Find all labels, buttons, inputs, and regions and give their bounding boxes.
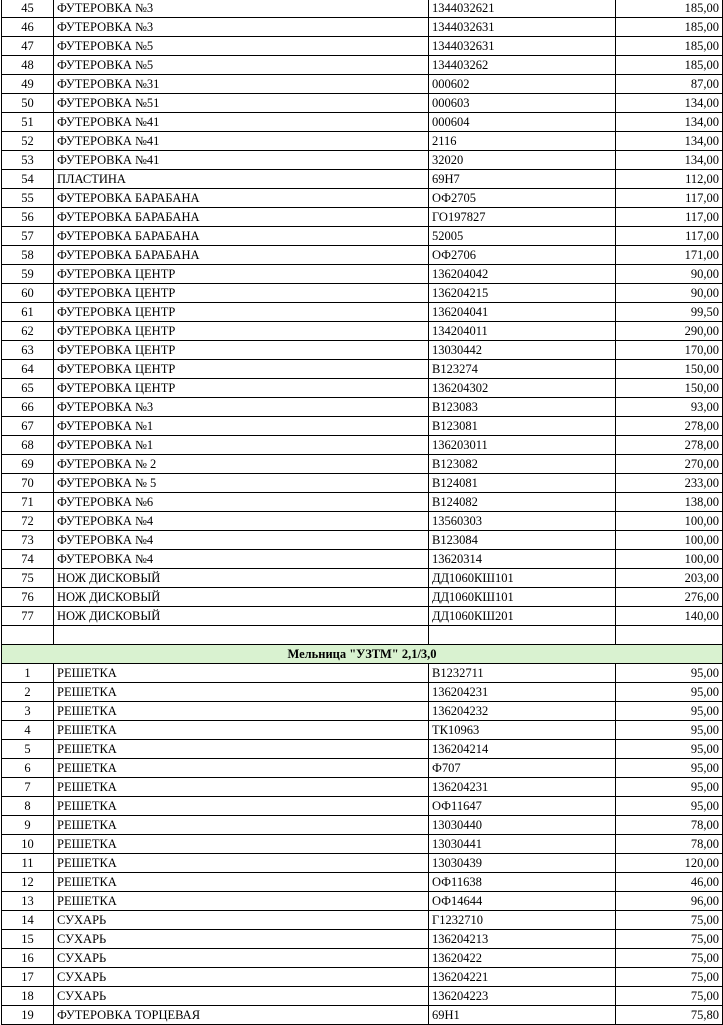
item-name: ФУТЕРОВКА №1 [54, 417, 429, 436]
item-price: 78,00 [616, 816, 723, 835]
item-code: ОФ2706 [429, 246, 616, 265]
item-name: РЕШЕТКА [54, 797, 429, 816]
item-price: 90,00 [616, 265, 723, 284]
item-code: 136204213 [429, 930, 616, 949]
item-price: 95,00 [616, 759, 723, 778]
item-price: 95,00 [616, 721, 723, 740]
item-name: РЕШЕТКА [54, 740, 429, 759]
item-code: В123082 [429, 455, 616, 474]
item-price: 75,80 [616, 1006, 723, 1025]
item-price: 95,00 [616, 664, 723, 683]
row-number: 61 [2, 303, 54, 322]
section-header-row [2, 645, 723, 664]
item-name: СУХАРЬ [54, 911, 429, 930]
item-price: 134,00 [616, 132, 723, 151]
item-price: 270,00 [616, 455, 723, 474]
item-code: ОФ14644 [429, 892, 616, 911]
section-title: Мельница "УЗТМ" 2,1/3,0 [2, 645, 723, 664]
item-price: 138,00 [616, 493, 723, 512]
item-code: ОФ11638 [429, 873, 616, 892]
item-name: ФУТЕРОВКА №5 [54, 37, 429, 56]
item-code: 136204223 [429, 987, 616, 1006]
table-body-upper [2, 0, 723, 645]
item-price: 95,00 [616, 778, 723, 797]
item-name: ФУТЕРОВКА БАРАБАНА [54, 208, 429, 227]
item-name: ФУТЕРОВКА ЦЕНТР [54, 265, 429, 284]
item-price [616, 626, 723, 645]
item-price: 117,00 [616, 208, 723, 227]
row-number: 14 [2, 911, 54, 930]
table-row [2, 683, 723, 702]
item-price: 90,00 [616, 284, 723, 303]
row-number: 48 [2, 56, 54, 75]
item-code: 1344032621 [429, 0, 616, 18]
table-row [2, 132, 723, 151]
item-name: РЕШЕТКА [54, 892, 429, 911]
table-row [2, 18, 723, 37]
item-code: 2116 [429, 132, 616, 151]
item-price: 171,00 [616, 246, 723, 265]
item-name: РЕШЕТКА [54, 873, 429, 892]
table-row [2, 835, 723, 854]
item-name: ФУТЕРОВКА ЦЕНТР [54, 284, 429, 303]
table-row [2, 702, 723, 721]
table-row [2, 227, 723, 246]
table-row [2, 664, 723, 683]
table-row [2, 284, 723, 303]
item-price: 276,00 [616, 588, 723, 607]
item-code: 136203011 [429, 436, 616, 455]
item-name: ФУТЕРОВКА №51 [54, 94, 429, 113]
item-name: ФУТЕРОВКА №6 [54, 493, 429, 512]
row-number: 2 [2, 683, 54, 702]
item-code: В123081 [429, 417, 616, 436]
row-number: 60 [2, 284, 54, 303]
row-number: 46 [2, 18, 54, 37]
row-number: 55 [2, 189, 54, 208]
item-name: ФУТЕРОВКА №4 [54, 512, 429, 531]
item-price: 96,00 [616, 892, 723, 911]
table-row [2, 550, 723, 569]
item-price: 278,00 [616, 436, 723, 455]
item-code: В124081 [429, 474, 616, 493]
item-name: РЕШЕТКА [54, 835, 429, 854]
item-name: РЕШЕТКА [54, 683, 429, 702]
row-number: 8 [2, 797, 54, 816]
row-number: 11 [2, 854, 54, 873]
table-row [2, 455, 723, 474]
row-number: 56 [2, 208, 54, 227]
item-name: ФУТЕРОВКА ТОРЦЕВАЯ [54, 1006, 429, 1025]
item-code: 000602 [429, 75, 616, 94]
item-code: 136204042 [429, 265, 616, 284]
item-name: РЕШЕТКА [54, 721, 429, 740]
row-number: 63 [2, 341, 54, 360]
row-number: 17 [2, 968, 54, 987]
row-number: 53 [2, 151, 54, 170]
table-row [2, 797, 723, 816]
table-row [2, 265, 723, 284]
row-number: 73 [2, 531, 54, 550]
item-name: ФУТЕРОВКА ЦЕНТР [54, 322, 429, 341]
item-price: 100,00 [616, 550, 723, 569]
table-row [2, 379, 723, 398]
row-number: 67 [2, 417, 54, 436]
row-number: 18 [2, 987, 54, 1006]
item-name: ФУТЕРОВКА № 5 [54, 474, 429, 493]
item-code: 134204011 [429, 322, 616, 341]
item-price: 75,00 [616, 911, 723, 930]
table-row [2, 911, 723, 930]
item-code: 136204302 [429, 379, 616, 398]
table-row [2, 208, 723, 227]
item-code: ДД1060КШ201 [429, 607, 616, 626]
item-code: В123274 [429, 360, 616, 379]
item-code: 69Н7 [429, 170, 616, 189]
item-name: НОЖ ДИСКОВЫЙ [54, 569, 429, 588]
table-row [2, 759, 723, 778]
item-name: РЕШЕТКА [54, 702, 429, 721]
item-price: 78,00 [616, 835, 723, 854]
item-code: 13030441 [429, 835, 616, 854]
item-code: 136204215 [429, 284, 616, 303]
item-price: 117,00 [616, 227, 723, 246]
item-code [429, 626, 616, 645]
item-name: СУХАРЬ [54, 968, 429, 987]
item-name: РЕШЕТКА [54, 816, 429, 835]
table-row [2, 56, 723, 75]
table-row [2, 854, 723, 873]
item-name: СУХАРЬ [54, 930, 429, 949]
row-number: 50 [2, 94, 54, 113]
item-name: ФУТЕРОВКА №4 [54, 550, 429, 569]
table-row [2, 360, 723, 379]
item-code: 13030440 [429, 816, 616, 835]
row-number: 54 [2, 170, 54, 189]
row-number: 57 [2, 227, 54, 246]
row-number: 68 [2, 436, 54, 455]
row-number: 16 [2, 949, 54, 968]
table-row [2, 930, 723, 949]
table-row [2, 398, 723, 417]
item-price: 75,00 [616, 968, 723, 987]
item-code: Г1232710 [429, 911, 616, 930]
item-code: 52005 [429, 227, 616, 246]
table-row [2, 341, 723, 360]
table-row [2, 322, 723, 341]
table-row [2, 892, 723, 911]
item-price: 134,00 [616, 151, 723, 170]
item-name: ФУТЕРОВКА №5 [54, 56, 429, 75]
row-number: 76 [2, 588, 54, 607]
table-row [2, 569, 723, 588]
table-row [2, 75, 723, 94]
item-price: 203,00 [616, 569, 723, 588]
item-code: 136204214 [429, 740, 616, 759]
item-price: 185,00 [616, 56, 723, 75]
item-code: 136204041 [429, 303, 616, 322]
table-row [2, 740, 723, 759]
table-row [2, 873, 723, 892]
item-code: 32020 [429, 151, 616, 170]
row-number: 49 [2, 75, 54, 94]
row-number: 65 [2, 379, 54, 398]
row-number: 19 [2, 1006, 54, 1025]
item-price: 290,00 [616, 322, 723, 341]
item-name: СУХАРЬ [54, 949, 429, 968]
item-code: 000604 [429, 113, 616, 132]
row-number: 64 [2, 360, 54, 379]
row-number: 45 [2, 0, 54, 18]
item-name: ФУТЕРОВКА №3 [54, 0, 429, 18]
row-number: 58 [2, 246, 54, 265]
item-name: ФУТЕРОВКА БАРАБАНА [54, 227, 429, 246]
item-price: 185,00 [616, 0, 723, 18]
table-row [2, 417, 723, 436]
item-price: 185,00 [616, 18, 723, 37]
item-price: 185,00 [616, 37, 723, 56]
item-code: В123084 [429, 531, 616, 550]
row-number: 77 [2, 607, 54, 626]
item-name: РЕШЕТКА [54, 778, 429, 797]
item-name: ФУТЕРОВКА ЦЕНТР [54, 303, 429, 322]
row-number: 4 [2, 721, 54, 740]
row-number: 66 [2, 398, 54, 417]
table-row [2, 531, 723, 550]
table-row [2, 816, 723, 835]
row-number [2, 626, 54, 645]
item-code: 000603 [429, 94, 616, 113]
item-code: 69Н1 [429, 1006, 616, 1025]
row-number: 13 [2, 892, 54, 911]
item-code: 13030442 [429, 341, 616, 360]
item-name: РЕШЕТКА [54, 854, 429, 873]
item-name: ФУТЕРОВКА ЦЕНТР [54, 341, 429, 360]
table-row [2, 778, 723, 797]
table-row [2, 968, 723, 987]
item-code: ДД1060КШ101 [429, 588, 616, 607]
item-name: ПЛАСТИНА [54, 170, 429, 189]
table-row [2, 949, 723, 968]
item-price: 95,00 [616, 702, 723, 721]
item-code: В124082 [429, 493, 616, 512]
item-name: ФУТЕРОВКА №41 [54, 151, 429, 170]
item-price: 134,00 [616, 94, 723, 113]
item-price: 112,00 [616, 170, 723, 189]
item-code: ТК10963 [429, 721, 616, 740]
item-name: ФУТЕРОВКА БАРАБАНА [54, 246, 429, 265]
item-code: ГО197827 [429, 208, 616, 227]
item-code: 134403262 [429, 56, 616, 75]
item-code: ДД1060КШ101 [429, 569, 616, 588]
item-price: 233,00 [616, 474, 723, 493]
table-row [2, 170, 723, 189]
table-row [2, 151, 723, 170]
item-code: ОФ11647 [429, 797, 616, 816]
item-price: 100,00 [616, 531, 723, 550]
item-code: 13620314 [429, 550, 616, 569]
row-number: 71 [2, 493, 54, 512]
item-price: 75,00 [616, 949, 723, 968]
item-code: Ф707 [429, 759, 616, 778]
item-code: 136204231 [429, 778, 616, 797]
row-number: 62 [2, 322, 54, 341]
item-name [54, 626, 429, 645]
row-number: 6 [2, 759, 54, 778]
table-row [2, 94, 723, 113]
item-price: 95,00 [616, 740, 723, 759]
row-number: 10 [2, 835, 54, 854]
item-code: 1344032631 [429, 37, 616, 56]
table-row [2, 189, 723, 208]
item-price: 75,00 [616, 930, 723, 949]
row-number: 75 [2, 569, 54, 588]
row-number: 69 [2, 455, 54, 474]
row-number: 7 [2, 778, 54, 797]
table-section-header [2, 645, 723, 664]
item-name: ФУТЕРОВКА №3 [54, 18, 429, 37]
item-price: 100,00 [616, 512, 723, 531]
item-name: РЕШЕТКА [54, 664, 429, 683]
item-name: ФУТЕРОВКА ЦЕНТР [54, 379, 429, 398]
item-price: 75,00 [616, 987, 723, 1006]
item-price: 87,00 [616, 75, 723, 94]
table-row [2, 588, 723, 607]
row-number: 3 [2, 702, 54, 721]
item-code: 136204221 [429, 968, 616, 987]
item-code: 13620422 [429, 949, 616, 968]
item-price: 134,00 [616, 113, 723, 132]
row-number: 9 [2, 816, 54, 835]
table-body-lower [2, 664, 723, 1025]
table-row [2, 474, 723, 493]
table-row [2, 987, 723, 1006]
row-number: 15 [2, 930, 54, 949]
table-row [2, 37, 723, 56]
item-name: ФУТЕРОВКА №1 [54, 436, 429, 455]
item-price: 150,00 [616, 379, 723, 398]
item-price: 117,00 [616, 189, 723, 208]
row-number: 72 [2, 512, 54, 531]
item-code: 136204232 [429, 702, 616, 721]
table-row [2, 436, 723, 455]
item-code: 13030439 [429, 854, 616, 873]
row-number: 70 [2, 474, 54, 493]
item-price: 170,00 [616, 341, 723, 360]
item-code: В1232711 [429, 664, 616, 683]
item-price: 95,00 [616, 683, 723, 702]
item-price: 93,00 [616, 398, 723, 417]
item-price: 278,00 [616, 417, 723, 436]
item-price: 46,00 [616, 873, 723, 892]
item-name: ФУТЕРОВКА №41 [54, 132, 429, 151]
item-code: В123083 [429, 398, 616, 417]
table-row [2, 721, 723, 740]
table-row [2, 493, 723, 512]
item-price: 95,00 [616, 797, 723, 816]
row-number: 52 [2, 132, 54, 151]
item-name: ФУТЕРОВКА БАРАБАНА [54, 189, 429, 208]
item-price: 99,50 [616, 303, 723, 322]
item-price: 150,00 [616, 360, 723, 379]
item-name: ФУТЕРОВКА ЦЕНТР [54, 360, 429, 379]
row-number: 5 [2, 740, 54, 759]
row-number: 12 [2, 873, 54, 892]
item-price: 140,00 [616, 607, 723, 626]
item-name: РЕШЕТКА [54, 759, 429, 778]
price-table [1, 0, 723, 1025]
row-number: 1 [2, 664, 54, 683]
item-name: ФУТЕРОВКА № 2 [54, 455, 429, 474]
item-name: ФУТЕРОВКА №4 [54, 531, 429, 550]
table-row [2, 0, 723, 18]
item-name: НОЖ ДИСКОВЫЙ [54, 607, 429, 626]
table-row [2, 246, 723, 265]
row-number: 59 [2, 265, 54, 284]
table-row [2, 1006, 723, 1025]
table-row [2, 512, 723, 531]
item-code: 13560303 [429, 512, 616, 531]
item-code: 136204231 [429, 683, 616, 702]
table-row [2, 607, 723, 626]
row-number: 74 [2, 550, 54, 569]
item-price: 120,00 [616, 854, 723, 873]
row-number: 51 [2, 113, 54, 132]
item-name: ФУТЕРОВКА №3 [54, 398, 429, 417]
item-name: НОЖ ДИСКОВЫЙ [54, 588, 429, 607]
item-name: ФУТЕРОВКА №31 [54, 75, 429, 94]
item-name: ФУТЕРОВКА №41 [54, 113, 429, 132]
row-number: 47 [2, 37, 54, 56]
item-name: СУХАРЬ [54, 987, 429, 1006]
item-code: ОФ2705 [429, 189, 616, 208]
table-row [2, 626, 723, 645]
table-row [2, 303, 723, 322]
table-row [2, 113, 723, 132]
item-code: 1344032631 [429, 18, 616, 37]
